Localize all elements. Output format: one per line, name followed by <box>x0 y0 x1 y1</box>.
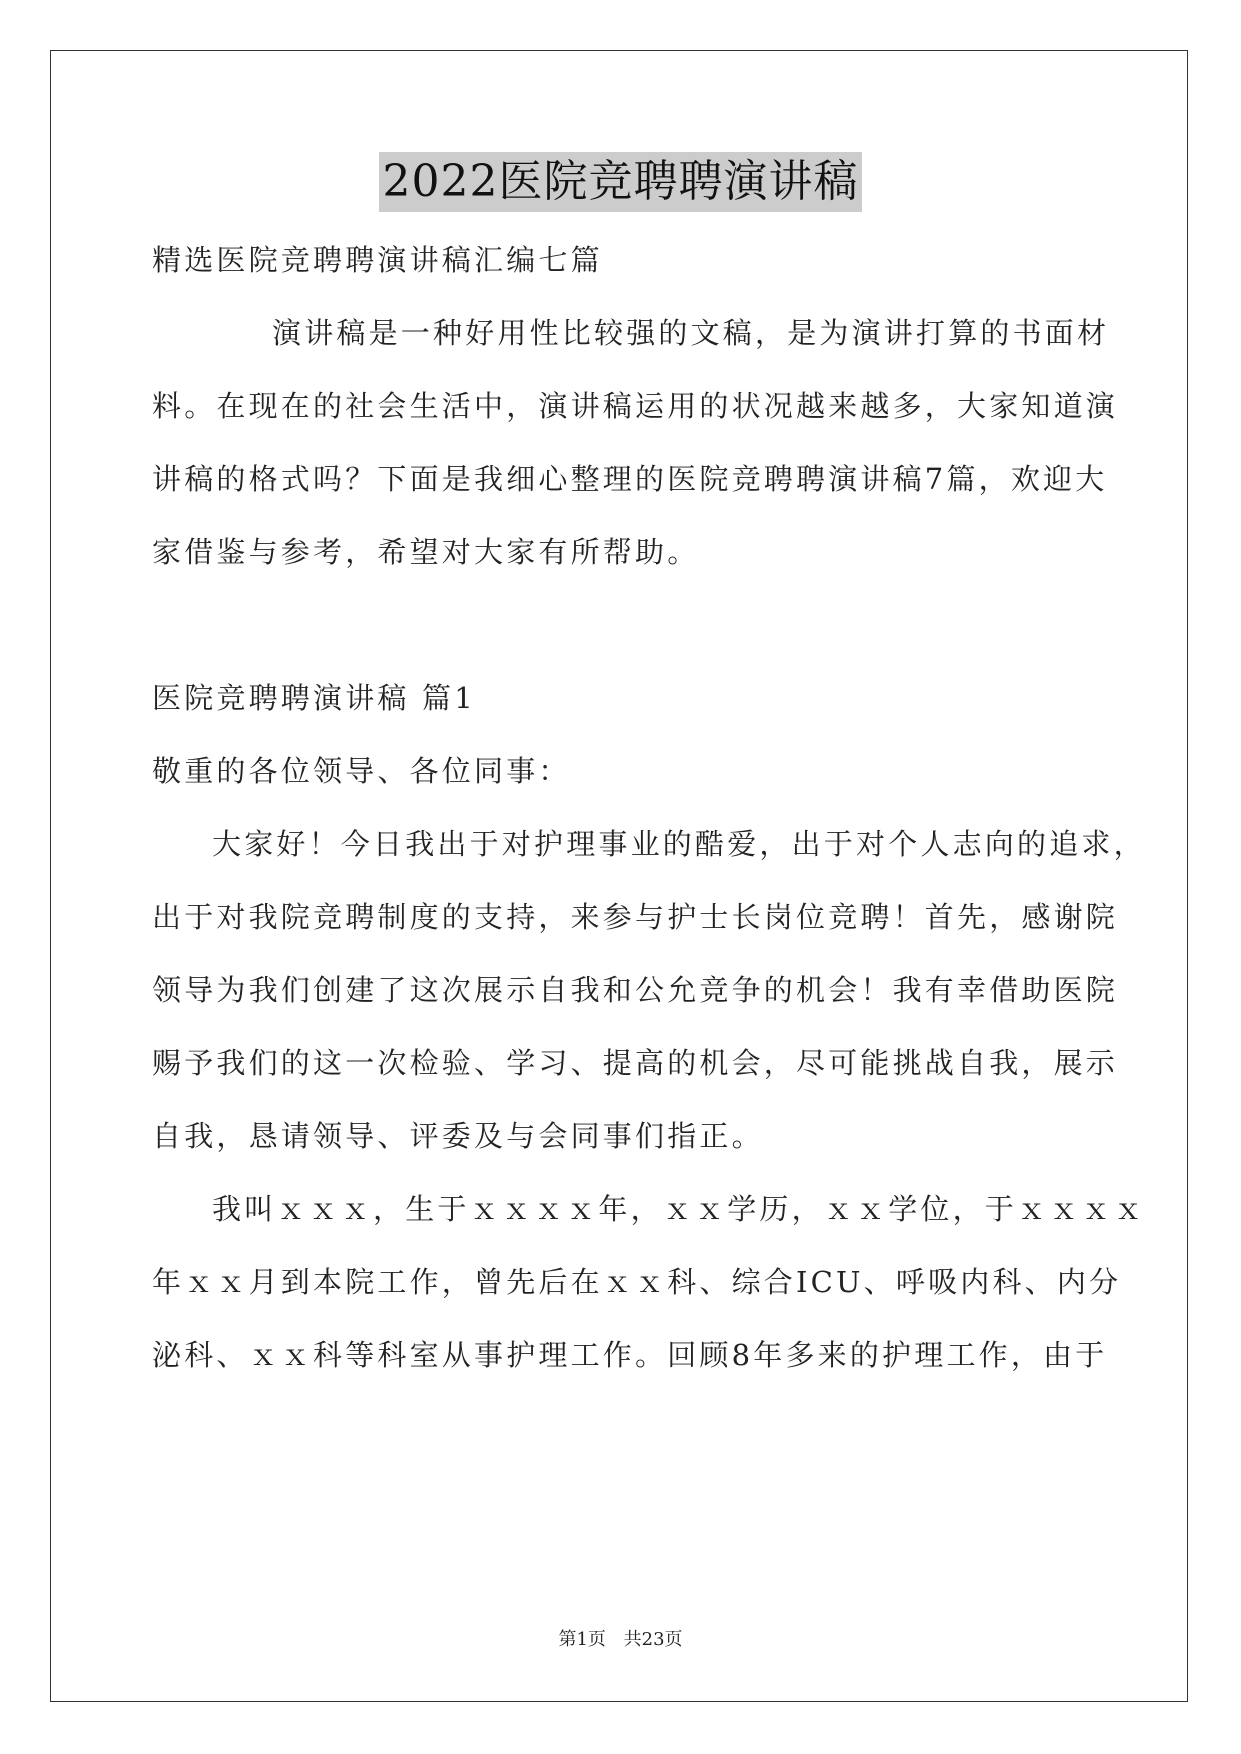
paragraph2-line-2: 年ｘｘ月到本院工作，曾先后在ｘｘ科、综合ICU、呼吸内科、内分 <box>152 1265 1122 1299</box>
paragraph1-line-4: 赐予我们的这一次检验、学习、提高的机会，尽可能挑战自我，展示 <box>152 1046 1119 1080</box>
intro-line-4: 家借鉴与参考，希望对大家有所帮助。 <box>152 535 700 569</box>
paragraph2-line-1: 我叫ｘｘｘ，生于ｘｘｘｘ年，ｘｘ学历，ｘｘ学位，于ｘｘｘｘ <box>212 1192 1146 1226</box>
salutation: 敬重的各位领导、各位同事： <box>152 754 571 788</box>
intro-line-1: 演讲稿是一种好用性比较强的文稿，是为演讲打算的书面材 <box>272 316 1110 350</box>
page-total: 共23页 <box>623 1629 683 1650</box>
page-border <box>50 50 1188 1702</box>
document-subtitle: 精选医院竞聘聘演讲稿汇编七篇 <box>152 243 603 277</box>
section-heading: 医院竞聘聘演讲稿 篇1 <box>152 681 476 715</box>
paragraph1-line-2: 出于对我院竞聘制度的支持，来参与护士长岗位竞聘！首先，感谢院 <box>152 900 1119 934</box>
paragraph2-line-3: 泌科、ｘｘ科等科室从事护理工作。回顾8年多来的护理工作，由于 <box>152 1338 1108 1372</box>
page-number: 第1页 <box>558 1629 606 1650</box>
document-title: 2022医院竞聘聘演讲稿 <box>379 152 863 212</box>
paragraph1-line-3: 领导为我们创建了这次展示自我和公允竞争的机会！我有幸借助医院 <box>152 973 1119 1007</box>
intro-line-3: 讲稿的格式吗？下面是我细心整理的医院竞聘聘演讲稿7篇，欢迎大 <box>152 462 1108 496</box>
paragraph1-line-1: 大家好！今日我出于对护理事业的酷爱，出于对个人志向的追求， <box>212 827 1146 861</box>
paragraph1-line-5: 自我，恳请领导、评委及与会同事们指正。 <box>152 1119 764 1153</box>
intro-line-2: 料。在现在的社会生活中，演讲稿运用的状况越来越多，大家知道演 <box>152 389 1119 423</box>
page-footer <box>0 1625 1241 1651</box>
title-container <box>0 152 1241 212</box>
